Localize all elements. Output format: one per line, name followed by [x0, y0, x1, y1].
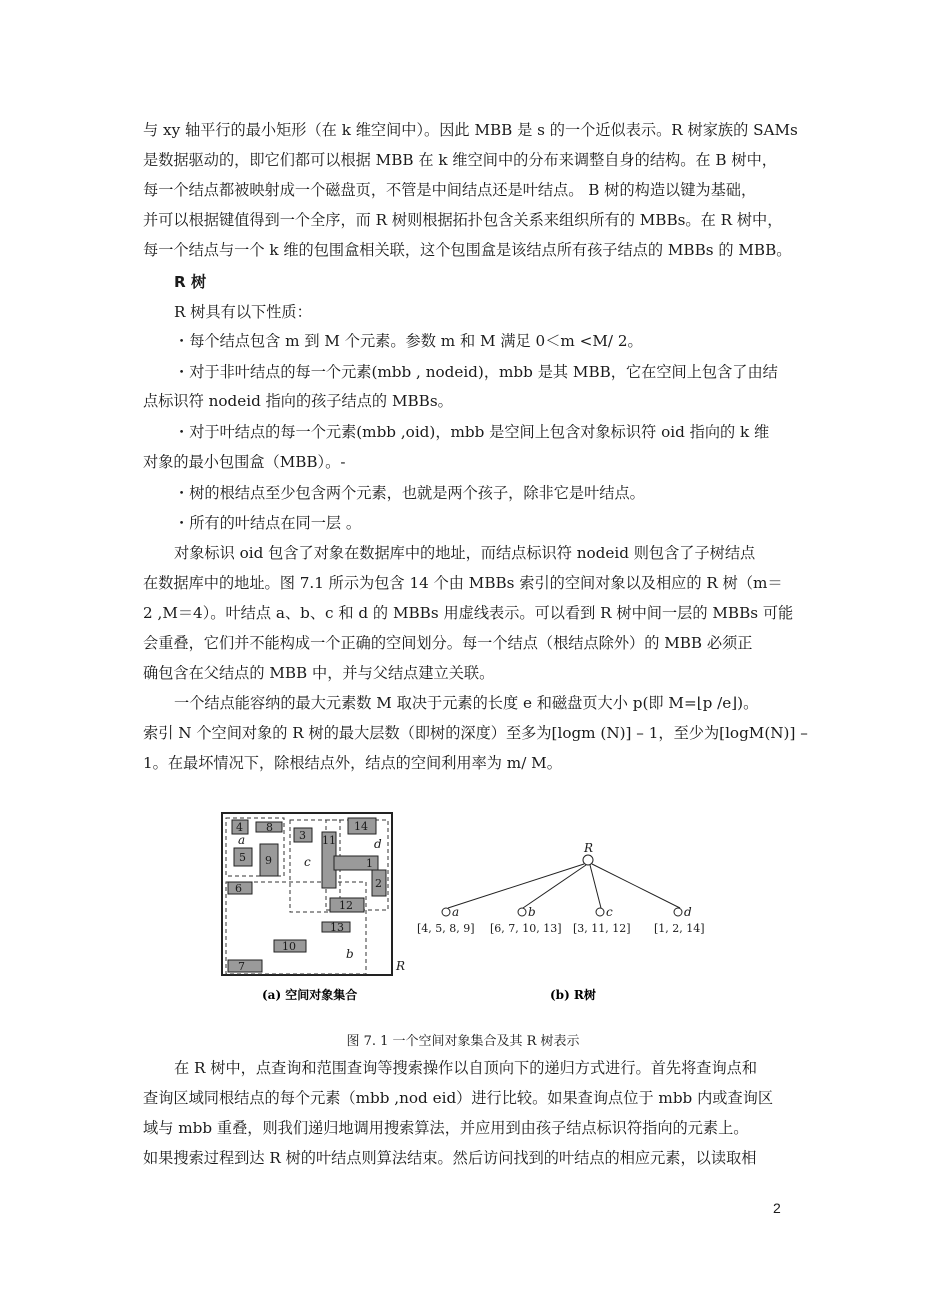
tree-node-d	[674, 908, 682, 916]
bullet-item: ・所有的叶结点在同一层 。	[174, 514, 362, 532]
tree-node-b	[518, 908, 526, 916]
figure-7-1	[218, 808, 718, 1008]
panel-a-label: (a) 空间对象集合	[262, 988, 358, 1002]
tree-node-label: d	[684, 905, 692, 919]
body-text-line: 在数据库中的地址。图 7.1 所示为包含 14 个由 MBBs 索引的空间对象以及相应的 R 树（m＝	[143, 574, 783, 592]
object-id: 2	[375, 877, 382, 890]
body-text-line: 在 R 树中，点查询和范围查询等搜索操作以自顶向下的递归方式进行。首先将查询点和	[174, 1059, 758, 1077]
region-label: b	[346, 947, 354, 961]
tree-leaf-entries: [4, 5, 8, 9]	[417, 922, 475, 935]
root-label: R	[584, 841, 594, 855]
body-text-line: 1。在最坏情况下，除根结点外，结点的空间利用率为 m/ M。	[143, 754, 562, 772]
object-id: 7	[238, 960, 245, 973]
bullet-item-continuation: 对象的最小包围盒（MBB）。-	[143, 453, 346, 471]
body-text-line: 2 ,M＝4）。叶结点 a、b、c 和 d 的 MBBs 用虚线表示。可以看到 R 树中间一层的 MBBs 可能	[143, 604, 794, 622]
object-id: 6	[235, 882, 242, 895]
object-id: 3	[299, 829, 306, 842]
region-label: a	[238, 833, 246, 847]
tree-leaf-entries: [3, 11, 12]	[573, 922, 631, 935]
tree-node-label: c	[606, 905, 613, 919]
bullet-item-continuation: 点标识符 nodeid 指向的孩子结点的 MBBs。	[143, 392, 453, 410]
object-id: 13	[330, 921, 344, 934]
figure-svg	[218, 808, 718, 1008]
body-text-line: 会重叠，它们并不能构成一个正确的空间划分。每一个结点（根结点除外）的 MBB 必须正	[143, 634, 753, 652]
region-label: c	[304, 855, 311, 869]
root-node	[583, 855, 593, 865]
tree-leaf-entries: [6, 7, 10, 13]	[490, 922, 562, 935]
body-text-line: 对象标识 oid 包含了对象在数据库中的地址，而结点标识符 nodeid 则包含了子树结点	[174, 544, 756, 562]
object-id: 4	[236, 821, 243, 834]
tree-edge	[592, 864, 680, 908]
body-text-line: 索引 N 个空间对象的 R 树的最大层数（即树的深度）至多为[logm (N)] – 1，至少为[logM(N)] –	[143, 724, 808, 742]
object-id: 1	[366, 857, 373, 870]
body-text-line: 与 xy 轴平行的最小矩形（在 k 维空间中）。因此 MBB 是 s 的一个近似表示。R 树家族的 SAMs	[143, 121, 798, 139]
section-heading: R 树	[174, 273, 207, 291]
tree-node-label: b	[528, 905, 536, 919]
tree-node-a	[442, 908, 450, 916]
bullet-item: ・对于非叶结点的每一个元素(mbb , nodeid)，mbb 是其 MBB，它在空间上包含了由结	[174, 363, 778, 381]
body-text-line: 并可以根据键值得到一个全序，而 R 树则根据拓扑包含关系来组织所有的 MBBs。在 R 树中，	[143, 211, 783, 229]
page-number: 2	[773, 1200, 781, 1216]
object-id: 5	[239, 851, 246, 864]
tree-leaf-entries: [1, 2, 14]	[654, 922, 705, 935]
tree-edge	[590, 865, 601, 908]
body-text-line: 是数据驱动的，即它们都可以根据 MBB 在 k 维空间中的分布来调整自身的结构。在 B 树中，	[143, 151, 777, 169]
body-text-line: 确包含在父结点的 MBB 中，并与父结点建立关联。	[143, 664, 495, 682]
r-tree-panel	[417, 841, 705, 1002]
body-text-line: 域与 mbb 重叠，则我们递归地调用搜索算法，并应用到由孩子结点标识符指向的元素上。	[143, 1119, 749, 1137]
spatial-objects-panel	[222, 813, 405, 1002]
object-id: 8	[266, 821, 273, 834]
outer-label: R	[396, 959, 406, 973]
body-text-line: 每一个结点与一个 k 维的包围盒相关联，这个包围盒是该结点所有孩子结点的 MBBs 的 MBB。	[143, 241, 792, 259]
tree-edge	[523, 865, 586, 908]
region-label: d	[374, 837, 382, 851]
body-text-line: 一个结点能容纳的最大元素数 M 取决于元素的长度 e 和磁盘页大小 p(即 M=⌊p /e⌋)。	[174, 694, 759, 712]
bullet-item: ・每个结点包含 m 到 M 个元素。参数 m 和 M 满足 0＜m <M/ 2。	[174, 332, 643, 350]
object-id: 9	[265, 854, 272, 867]
bullet-item: ・树的根结点至少包含两个元素，也就是两个孩子，除非它是叶结点。	[174, 484, 645, 502]
object-id: 12	[339, 899, 353, 912]
body-text-line: 查询区域同根结点的每个元素（mbb ,nod eid）进行比较。如果查询点位于 mbb 内或查询区	[143, 1089, 774, 1107]
panel-b-label: (b) R树	[550, 988, 596, 1002]
bullet-item: ・对于叶结点的每一个元素(mbb ,oid)，mbb 是空间上包含对象标识符 oid 指向的 k 维	[174, 423, 770, 441]
figure-caption: 图 7. 1 一个空间对象集合及其 R 树表示	[346, 1034, 580, 1049]
object-rect	[228, 960, 262, 972]
tree-node-c	[596, 908, 604, 916]
body-text-line: R 树具有以下性质：	[174, 303, 312, 321]
body-text-line: 如果搜索过程到达 R 树的叶结点则算法结束。然后访问找到的叶结点的相应元素，以读取相	[143, 1149, 757, 1167]
object-id: 14	[354, 820, 368, 833]
tree-node-label: a	[452, 905, 460, 919]
tree-edge	[448, 864, 584, 908]
object-id: 11	[322, 834, 336, 847]
body-text-line: 每一个结点都被映射成一个磁盘页，不管是中间结点还是叶结点。 B 树的构造以键为基础，	[143, 181, 757, 199]
object-id: 10	[282, 940, 296, 953]
